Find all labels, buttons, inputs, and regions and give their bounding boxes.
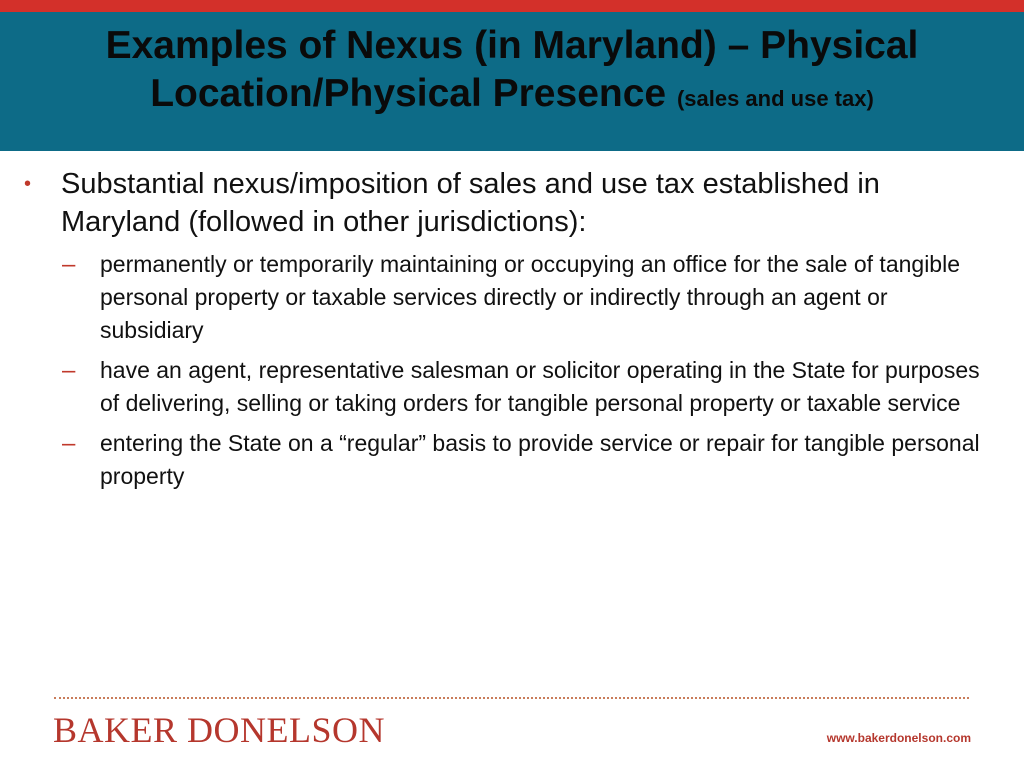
sub-bullet-item (0, 248, 1024, 347)
sub-bullet-item (0, 427, 1024, 493)
slide-content (0, 165, 1024, 500)
slide-title (20, 22, 1004, 123)
footer-url[interactable]: www.bakerdonelson.com (826, 731, 971, 745)
slide-title-sub: (sales and use tax) (676, 86, 874, 111)
footer-divider (54, 697, 969, 699)
main-bullet (0, 165, 1024, 241)
dash-marker: – (62, 430, 76, 457)
sub-bullet-text: permanently or temporarily maintaining or occupying an office for the sale of tangible personal property or taxable services directly or indirectly through an agent or subsidiary (100, 251, 960, 343)
dash-marker: – (62, 251, 76, 278)
sub-bullet-item (0, 354, 1024, 420)
top-accent-stripe (0, 0, 1024, 12)
sub-bullet-list (0, 248, 1024, 493)
sub-bullet-text: have an agent, representative salesman or solicitor operating in the State for purposes of delivering, selling or taking orders for tangible personal property or taxable service (100, 357, 980, 416)
bullet-marker: • (24, 173, 32, 195)
dash-marker: – (62, 357, 76, 384)
slide-title-main: Examples of Nexus (in Maryland) – Physical Location/Physical Presence (105, 24, 919, 115)
main-bullet-text: Substantial nexus/imposition of sales and use tax established in Maryland (followed in other jurisdictions): (61, 168, 880, 238)
company-logo: BAKER DONELSON (53, 710, 386, 750)
sub-bullet-text: entering the State on a “regular” basis to provide service or repair for tangible personal property (100, 430, 980, 489)
